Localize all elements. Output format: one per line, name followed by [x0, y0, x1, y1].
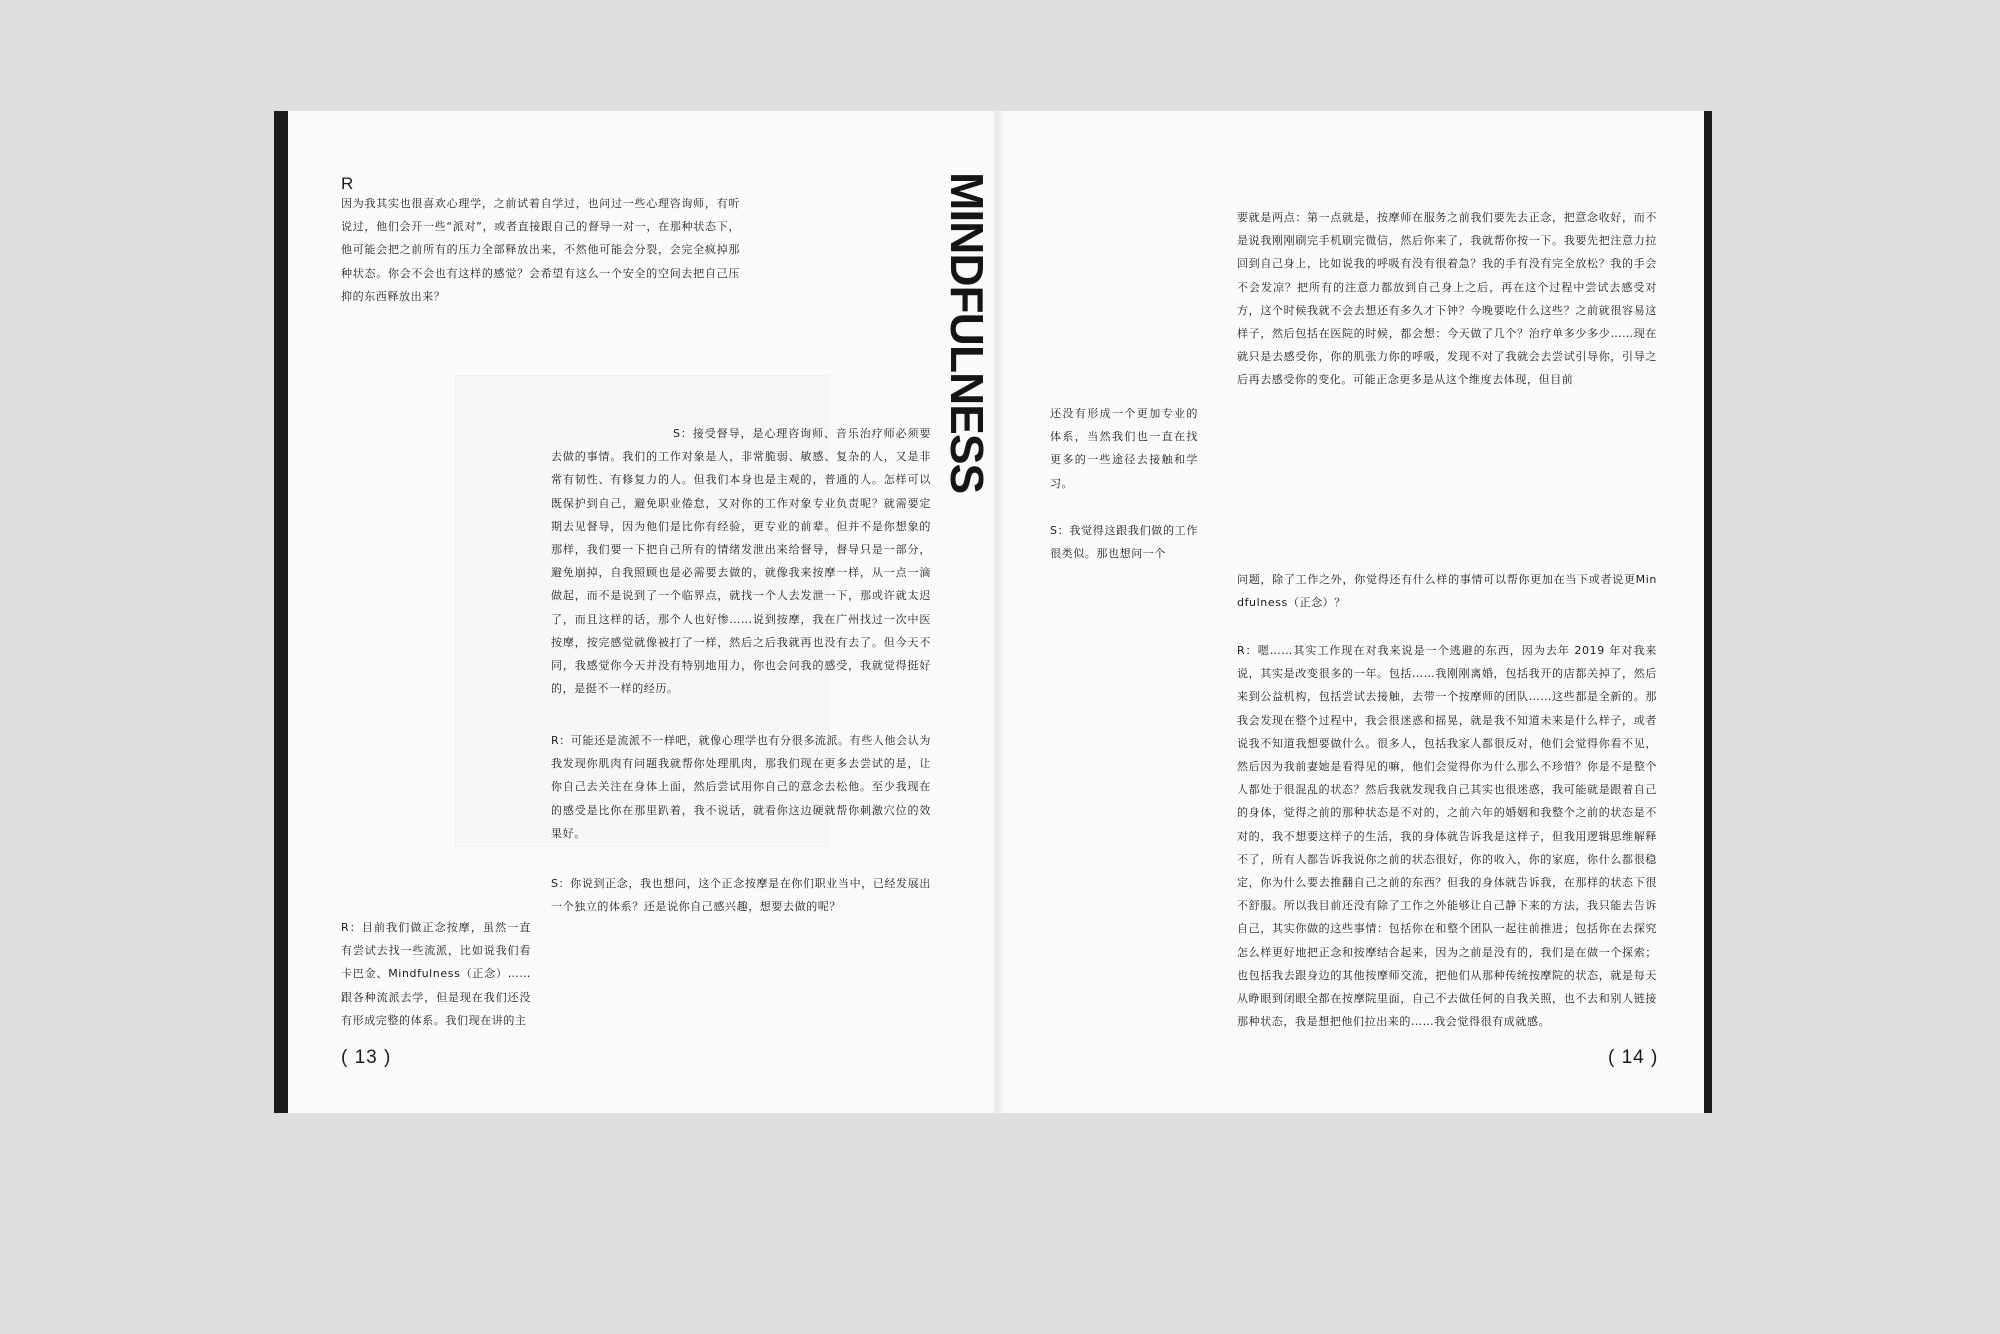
r-paragraph-2: R：目前我们做正念按摩，虽然一直有尝试去找一些流派，比如说我们看卡巴金、Mindfulness（正念）……跟各种流派去学，但是现在我们还没有形成完整的体系。我们现在讲的主 — [341, 921, 531, 1027]
mid-paragraph-1: 还没有形成一个更加专业的体系，当然我们也一直在找更多的一些途径去接触和学习。 — [1050, 407, 1198, 490]
right-page-edge — [1704, 111, 1712, 1113]
intro-paragraph: 因为我其实也很喜欢心理学，之前试着自学过，也问过一些心理咨询师，有听说过，他们会开一些“派对”，或者直接跟自己的督导一对一，在那种状态下，他可能会把之前所有的压力全部释放出来，不然他可能会分裂，会完全疯掉那种状态。你会不会也有这样的感觉？会希望有这么一个安全的空间去把自己压抑的东西释放出来？ — [341, 197, 740, 303]
question-paragraph: 问题，除了工作之外，你觉得还有什么样的事情可以帮你更加在当下或者说更Mindfulness（正念）？ — [1237, 573, 1657, 610]
page-number-left: ( 13 ) — [341, 1047, 392, 1068]
s-paragraph-1: S：接受督导，是心理咨询师、音乐治疗师必须要去做的事情。我们的工作对象是人，非常脆弱、敏感、复杂的人，又是非常有韧性、有修复力的人。但我们本身也是主观的，普通的人。怎样可以既保护到自己，避免职业倦怠，又对你的工作对象专业负责呢？就需要定期去见督导，因为他们是比你有经验，更专业的前辈。但并不是你想象的那样，我们要一下把自己所有的情绪发泄出来给督导，督导只是一部分，避免崩掉，自我照顾也是必需要去做的，就像我来按摩一样，从一点一滴做起，而不是说到了一个临界点，就找一个人去发泄一下，那或许就太迟了，而且这样的话，那个人也好惨……说到按摩，我在广州找过一次中医按摩，按完感觉就像被打了一样，然后之后我就再也没有去了。但今天不同，我感觉你今天并没有特别地用力，你也会问我的感受，我就觉得挺好的，是挺不一样的经历。 — [551, 427, 931, 696]
center-gutter — [993, 111, 1003, 1113]
page-number-right: ( 14 ) — [1608, 1047, 1659, 1068]
r-paragraph-3: R：嗯……其实工作现在对我来说是一个逃避的东西，因为去年 2019 年对我来说，其实是改变很多的一年。包括……我刚刚离婚，包括我开的店都关掉了，然后来到公益机构，包括尝试去接触，去带一个按摩师的团队……这些都是全新的。那我会发现在整个过程中，我会很迷惑和摇晃，就是我不知道未来是什么样子，或者说我不知道我想要做什么。很多人，包括我家人都很反对，他们会觉得你看不见，然后因为我前妻她是看得见的嘛，他们会觉得你为什么那么不珍惜？你是不是整个人都处于很混乱的状态？然后我就发现我自己其实也很迷惑，我可能就是跟着自己的身体，觉得之前的那种状态是不对的，之前六年的婚姻和我整个之前的状态是不对的，我不想要这样子的生活，我的身体就告诉我是这样子，但我用逻辑思维解释不了，所有人都告诉我说你之前的状态很好，你的收入，你的家庭，你什么都很稳定，你为什么要去推翻自己之前的东西？但我的身体就告诉我，在那样的状态下很不舒服。所以我目前还没有除了工作之外能够让自己静下来的方法，我只能去告诉自己，其实你做的这些事情：包括你在和整个团队一起往前推进；包括你在去探究怎么样更好地把正念和按摩结合起来，因为之前是没有的，我们是在做一个探索；也包括我去跟身边的其他按摩师交流，把他们从那种传统按摩院的状态，就是每天从睁眼到闭眼全都在按摩院里面，自己不去做任何的自我关照，也不去和别人链接那种状态，我是想把他们拉出来的……我会觉得很有成就感。 — [1237, 644, 1657, 1029]
vertical-title: MINDFULNESS — [941, 172, 993, 494]
speaker-label: R — [341, 174, 354, 193]
r-paragraph-1: R：可能还是流派不一样吧，就像心理学也有分很多流派。有些人他会认为我发现你肌肉有问题我就帮你处理肌肉，那我们现在更多去尝试的是，让你自己去关注在身体上面，然后尝试用你自己的意念去松他。至少我现在的感受是比你在那里趴着，我不说话，就看你这边硬就帮你刺激穴位的效果好。 — [551, 734, 931, 840]
mid-paragraph-2: S：我觉得这跟我们做的工作很类似。那也想问一个 — [1050, 524, 1198, 561]
s-paragraph-2: S：你说到正念，我也想问，这个正念按摩是在你们职业当中，已经发展出一个独立的体系？还是说你自己感兴趣，想要去做的呢？ — [551, 877, 931, 914]
top-paragraph: 要就是两点：第一点就是，按摩师在服务之前我们要先去正念，把意念收好，而不是说我刚刚刷完手机刷完微信，然后你来了，我就帮你按一下。我要先把注意力拉回到自己身上，比如说我的呼吸有没有很着急？我的手有没有完全放松？我的手会不会发凉？把所有的注意力都放到自己身上之后，再在这个过程中尝试去感受对方，这个时候我就不会去想还有多久才下钟？今晚要吃什么这些？之前就很容易这样子，然后包括在医院的时候，都会想：今天做了几个？治疗单多少多少……现在就只是去感受你，你的肌张力你的呼吸，发现不对了我就会去尝试引导你，引导之后再去感受你的变化。可能正念更多是从这个维度去体现，但目前 — [1237, 211, 1657, 387]
left-page-edge — [274, 111, 288, 1113]
